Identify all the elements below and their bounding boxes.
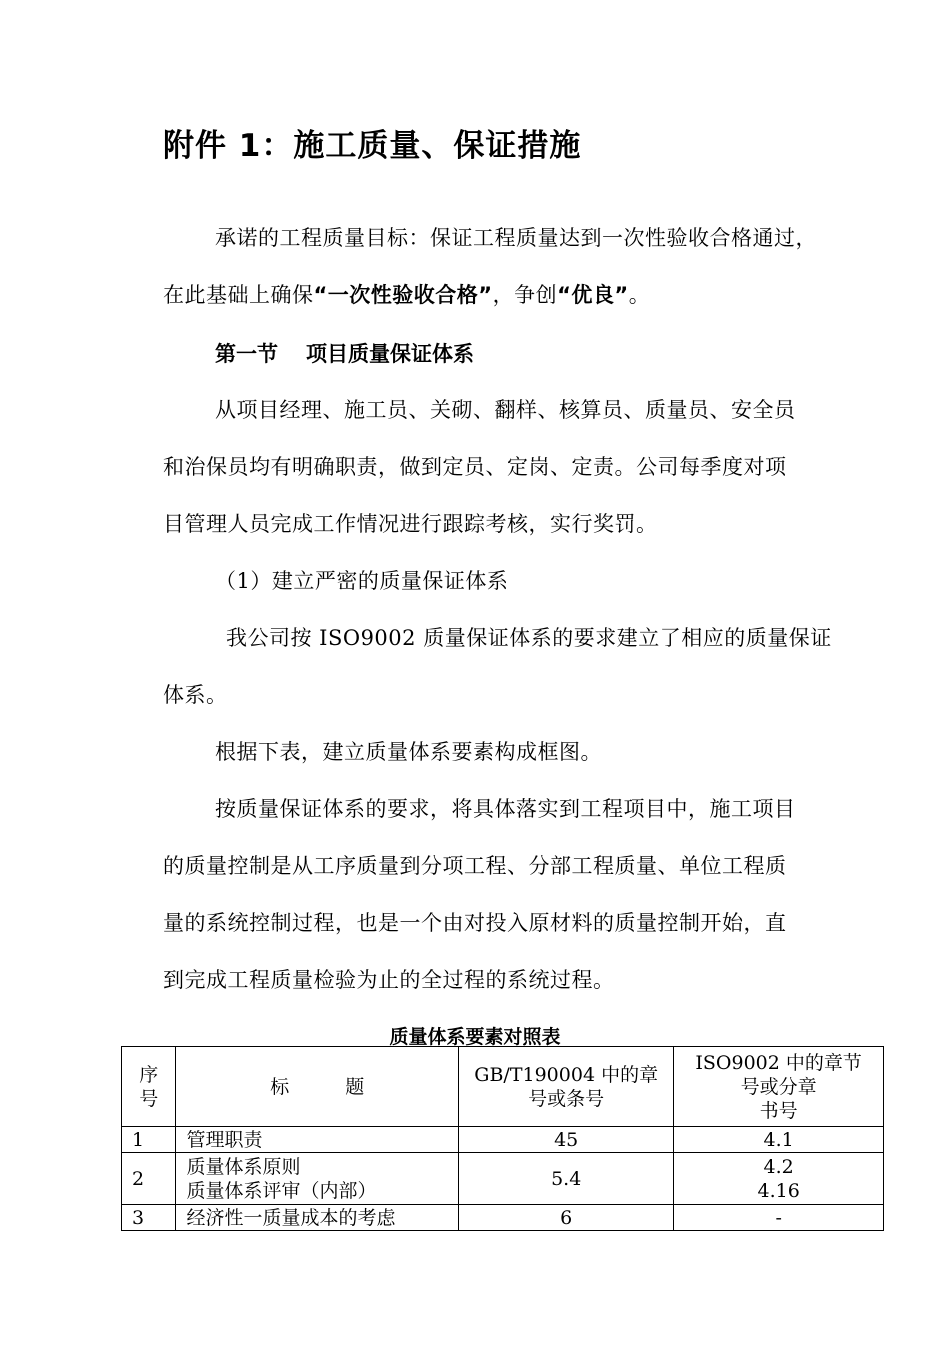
row-iso-clause: 4.1 xyxy=(674,1127,884,1153)
row-gb-clause: 6 xyxy=(459,1205,674,1231)
row-iso-clause: 4.2 4.16 xyxy=(674,1153,884,1205)
intro-line-2 xyxy=(163,279,650,309)
row-serial-number: 3 xyxy=(122,1205,176,1231)
intro-line-1: 承诺的工程质量目标：保证工程质量达到一次性验收合格通过， xyxy=(215,226,817,250)
paragraph-3: 根据下表，建立质量体系要素构成框图。 xyxy=(215,740,602,764)
intro-text-end: 。 xyxy=(628,283,651,307)
row-title: 经济性一质量成本的考虑 xyxy=(176,1205,459,1231)
intro-text-mid: ，争创 xyxy=(492,283,558,307)
row-gb-clause: 45 xyxy=(459,1127,674,1153)
paragraph-2-line-2: 体系。 xyxy=(163,683,228,707)
paragraph-1-line-1: 从项目经理、施工员、关砌、翻样、核算员、质量员、安全员 xyxy=(215,398,796,422)
quality-elements-table xyxy=(121,1046,884,1231)
header-iso-clause: ISO9002 中的章节 号或分章 书号 xyxy=(674,1047,884,1127)
intro-emphasis-pass: “一次性验收合格” xyxy=(313,283,493,307)
paragraph-1-line-2: 和治保员均有明确职责，做到定员、定岗、定责。公司每季度对项 xyxy=(163,455,787,479)
intro-text: 在此基础上确保 xyxy=(163,283,314,307)
header-gb-clause: GB/T190004 中的章 号或条号 xyxy=(459,1047,674,1127)
section-name: 项目质量保证体系 xyxy=(306,342,474,366)
row-gb-clause: 5.4 xyxy=(459,1153,674,1205)
paragraph-4-line-2: 的质量控制是从工序质量到分项工程、分部工程质量、单位工程质 xyxy=(163,854,787,878)
intro-emphasis-excellent: “优良” xyxy=(557,283,629,307)
subheading-1: （1）建立严密的质量保证体系 xyxy=(215,569,509,593)
row-title: 管理职责 xyxy=(176,1127,459,1153)
paragraph-4-line-3: 量的系统控制过程，也是一个由对投入原材料的质量控制开始，直 xyxy=(163,911,787,935)
paragraph-4-line-1: 按质量保证体系的要求，将具体落实到工程项目中，施工项目 xyxy=(215,797,796,821)
table-row xyxy=(122,1205,884,1231)
table-header-row xyxy=(122,1047,884,1127)
section-heading xyxy=(215,338,474,368)
paragraph-2-line-1: 我公司按 ISO9002 质量保证体系的要求建立了相应的质量保证 xyxy=(226,626,832,650)
row-serial-number: 2 xyxy=(122,1153,176,1205)
section-number: 第一节 xyxy=(215,342,278,366)
row-serial-number: 1 xyxy=(122,1127,176,1153)
document-title: 附件 1：施工质量、保证措施 xyxy=(163,128,582,164)
table-row xyxy=(122,1127,884,1153)
row-title: 质量体系原则 质量体系评审（内部） xyxy=(176,1153,459,1205)
row-iso-clause: - xyxy=(674,1205,884,1231)
table-row xyxy=(122,1153,884,1205)
header-serial-number: 序 号 xyxy=(122,1047,176,1127)
table-caption: 质量体系要素对照表 xyxy=(389,1026,561,1048)
paragraph-4-line-4: 到完成工程质量检验为止的全过程的系统过程。 xyxy=(163,968,615,992)
paragraph-1-line-3: 目管理人员完成工作情况进行跟踪考核，实行奖罚。 xyxy=(163,512,658,536)
header-title: 标 题 xyxy=(176,1047,459,1127)
